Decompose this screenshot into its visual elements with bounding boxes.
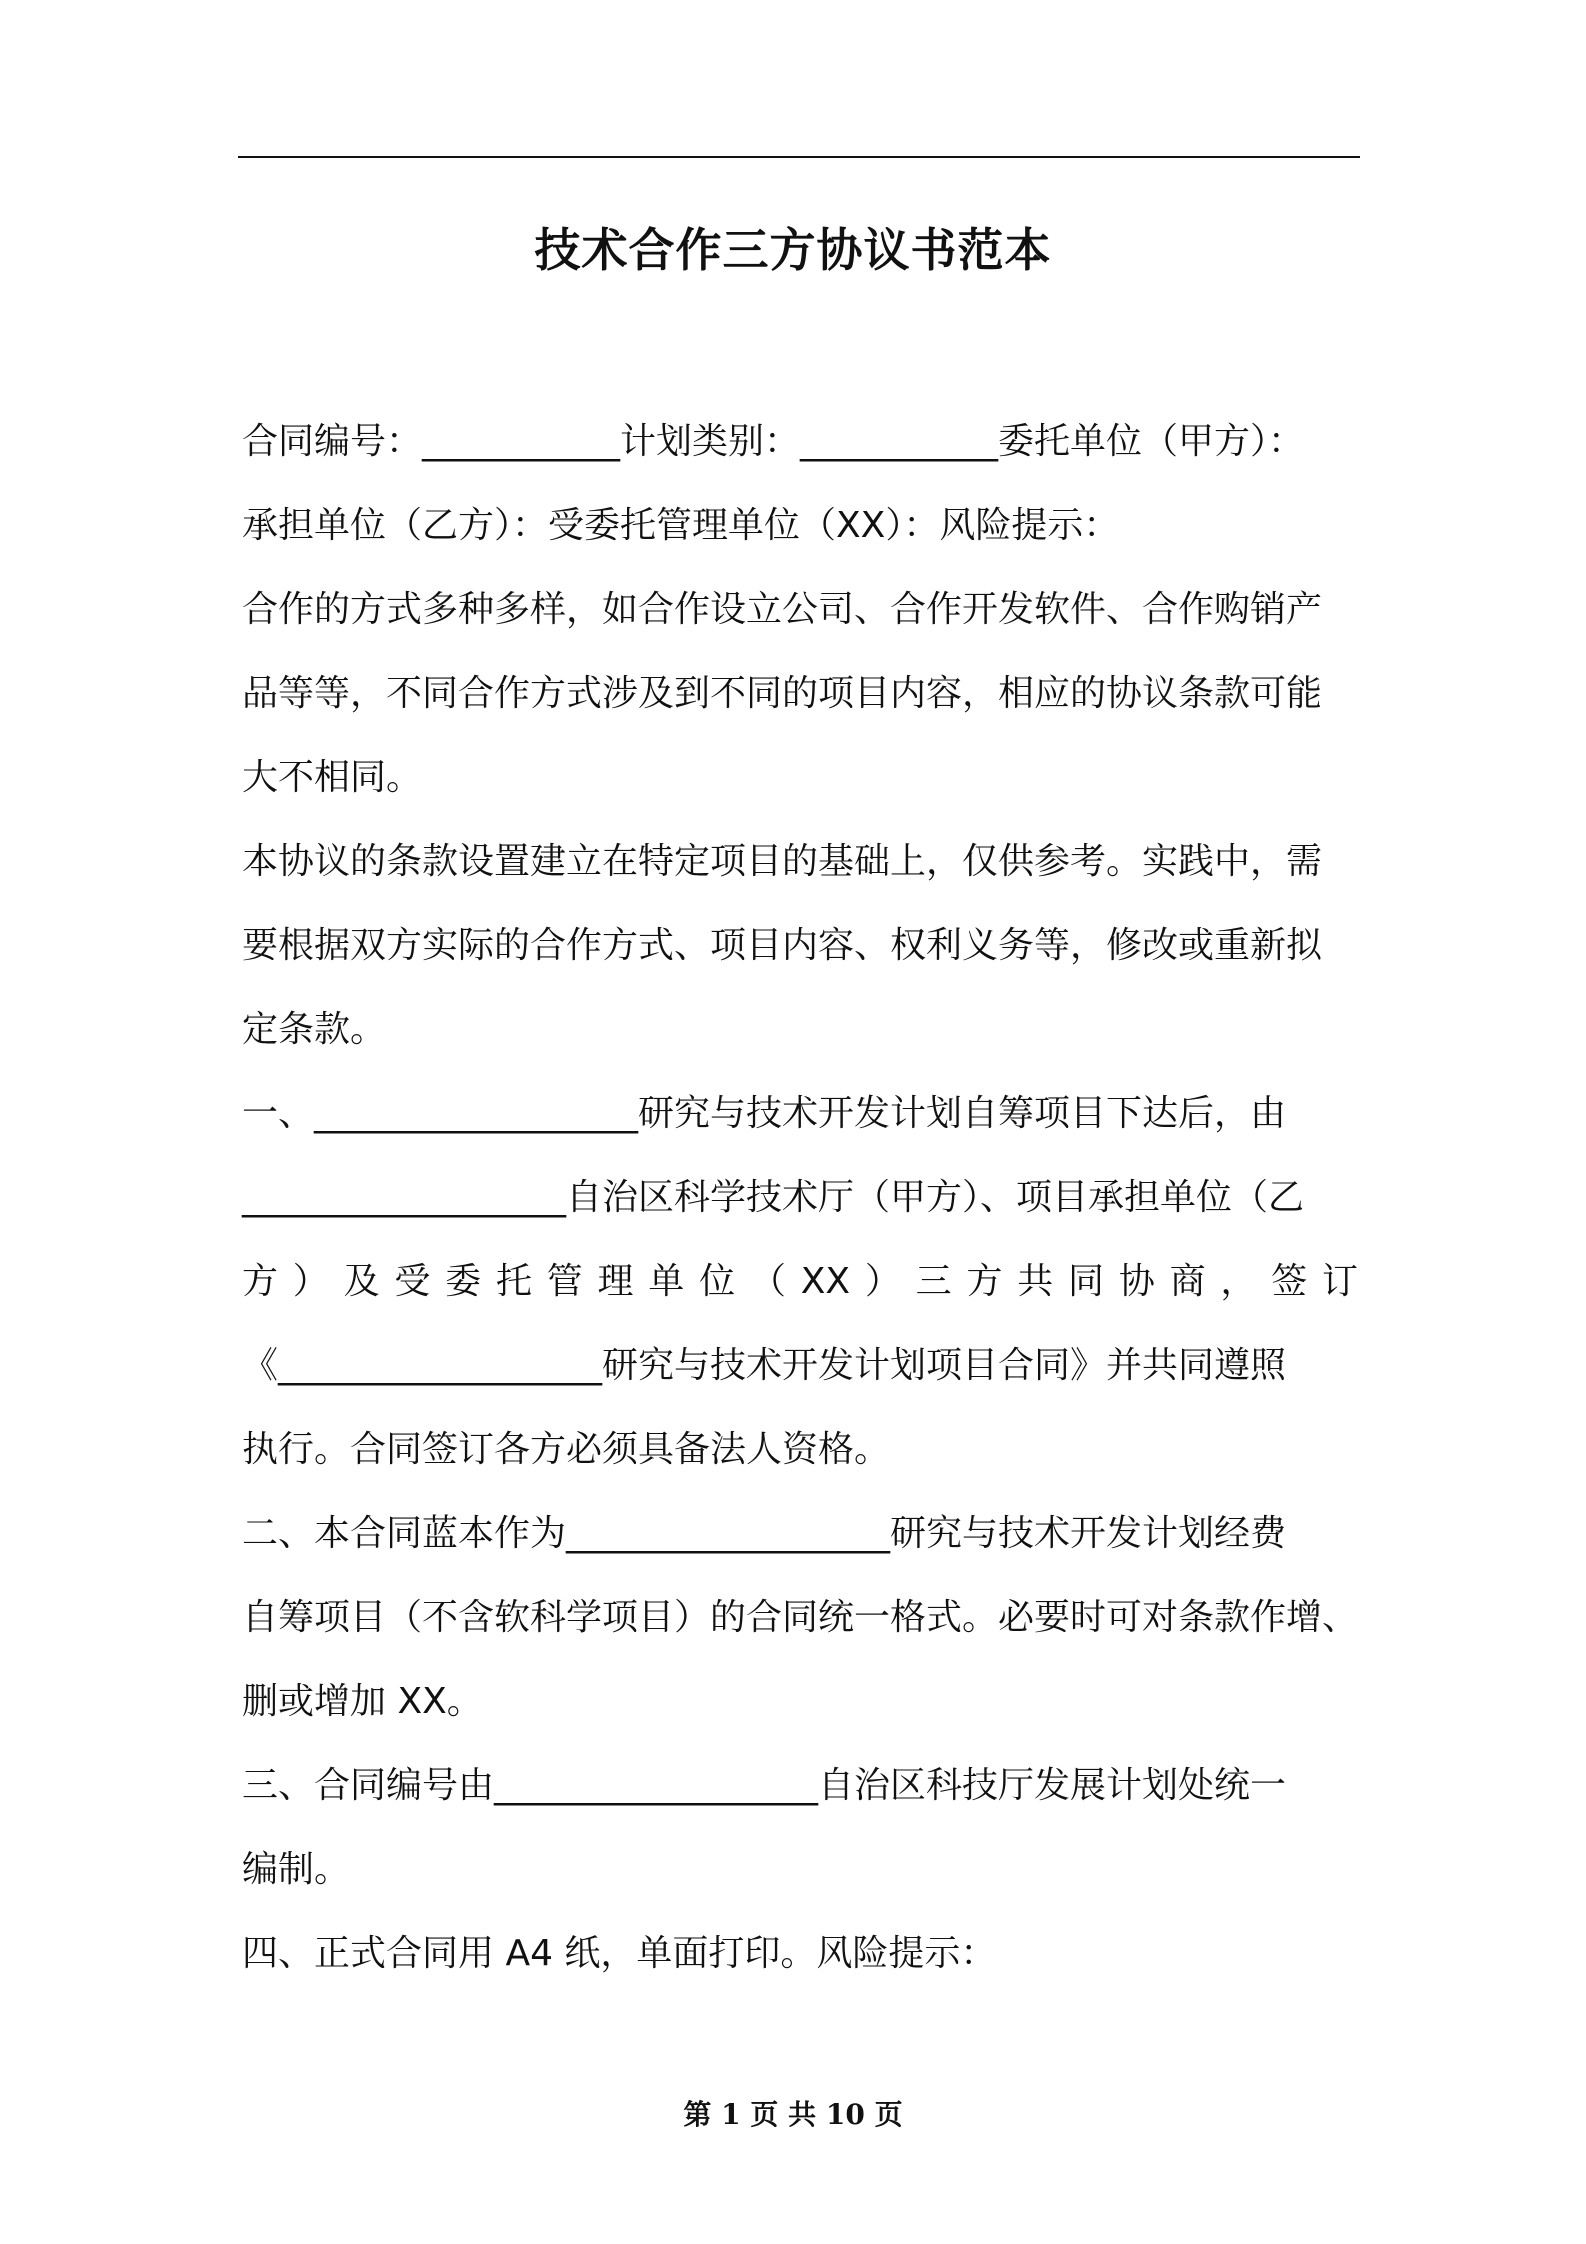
clause-2-line: 删或增加 XX。	[242, 1681, 483, 1722]
header-rule	[238, 156, 1360, 158]
paragraph-line: 品等等，不同合作方式涉及到不同的项目内容，相应的协议条款可能	[242, 673, 1323, 714]
paragraph-line: 本协议的条款设置建立在特定项目的基础上，仅供参考。实践中，需	[242, 841, 1323, 882]
clause-2-line: 二、本合同蓝本作为__________________研究与技术开发计划经费	[242, 1513, 1287, 1554]
paragraph-line: 合作的方式多种多样，如合作设立公司、合作开发软件、合作购销产	[242, 589, 1323, 630]
contract-meta-line-1: 合同编号：___________计划类别：___________委托单位（甲方）：	[242, 421, 1305, 462]
clause-2-line: 自筹项目（不含软科学项目）的合同统一格式。必要时可对条款作增、	[242, 1597, 1359, 1638]
document-body	[242, 400, 1358, 1996]
clause-1-line: 《__________________研究与技术开发计划项目合同》并共同遵照	[242, 1345, 1287, 1386]
clause-4-line: 四、正式合同用 A4 纸，单面打印。风险提示：	[242, 1933, 997, 1974]
clause-1-line: __________________自治区科学技术厅（甲方）、项目承担单位（乙	[242, 1177, 1305, 1218]
clause-3-line: 编制。	[242, 1849, 351, 1890]
paragraph-line: 大不相同。	[242, 757, 423, 798]
document-title: 技术合作三方协议书范本	[534, 223, 1052, 277]
contract-meta-line-2: 承担单位（乙方）：受委托管理单位（XX）：风险提示：	[242, 505, 1120, 546]
clause-1-line: 执行。合同签订各方必须具备法人资格。	[242, 1429, 891, 1470]
page-number-footer: 第 1 页 共 10 页	[683, 2098, 903, 2131]
clause-1-line: 一、__________________研究与技术开发计划自筹项目下达后，由	[242, 1093, 1287, 1134]
clause-1-line: 方）及受委托管理单位（XX）三方共同协商，签订	[242, 1261, 1358, 1302]
paragraph-line: 定条款。	[242, 1009, 387, 1050]
clause-3-line: 三、合同编号由__________________自治区科技厅发展计划处统一	[242, 1765, 1287, 1806]
paragraph-line: 要根据双方实际的合作方式、项目内容、权利义务等，修改或重新拟	[242, 925, 1323, 966]
